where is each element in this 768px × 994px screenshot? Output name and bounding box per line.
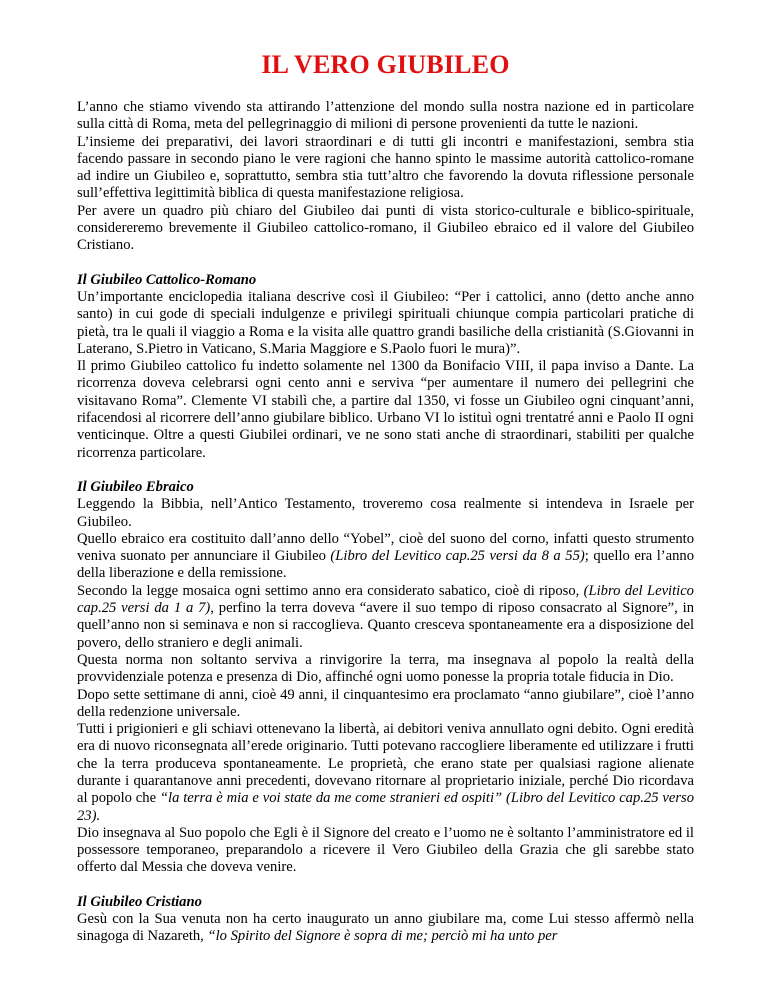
paragraph: Dopo sette settimane di anni, cioè 49 anni, il cinquantesimo era proclamato “anno giubilare”, cioè l’anno della redenzione universale. bbox=[77, 686, 694, 720]
text-run: ; quello era l’anno della liberazione e della remissione. bbox=[77, 548, 695, 582]
section-giubileo-ebraico bbox=[77, 479, 694, 877]
intro-paragraph: L’insieme dei preparativi, dei lavori straordinari e di tutti gli incontri e manifestazioni, sembra stia facendo passare in secondo piano le vere ragioni che hanno spinto le massime autorità cattolico-romane ad indire un Giubileo e, soprattutto, sembra stia tutt’altro che favorendo la dovuta riflessione personale sull’effettiva legittimità biblica di questa manifestazione religiosa. bbox=[77, 133, 694, 202]
intro-paragraph: Per avere un quadro più chiaro del Giubileo dai punti di vista storico-culturale e biblico-spirituale, considereremo brevemente il Giubileo cattolico-romano, il Giubileo ebraico ed il valore del Giubileo Cristiano. bbox=[77, 202, 694, 254]
bible-reference: (Libro del Levitico cap.25 versi da 1 a 7) bbox=[77, 582, 694, 617]
paragraph: Leggendo la Bibbia, nell’Antico Testamento, troveremo cosa realmente si intendeva in Israele per Giubileo. bbox=[77, 496, 694, 530]
section-giubileo-cattolico bbox=[77, 272, 694, 462]
document-page bbox=[77, 50, 694, 946]
paragraph: Questa norma non soltanto serviva a rinvigorire la terra, ma insegnava al popolo la realtà della provvidenziale potenza e presenza di Dio, affinché ogni uomo ponesse la propria totale fiducia in Dio. bbox=[77, 651, 694, 686]
paragraph: Dio insegnava al Suo popolo che Egli è il Signore del creato e l’uomo ne è soltanto l’amministratore ed il possessore temporaneo, preparandolo a ricevere il Vero Giubileo della Grazia che gli sarebbe stato offerto dal Messia che doveva venire. bbox=[77, 824, 694, 876]
intro-section bbox=[77, 99, 694, 255]
text-run: Quello ebraico era costituito dall’anno dello “Yobel”, cioè del suono del corno, infatti questo strumento veniva suonato per annunciare il Giubileo bbox=[77, 530, 694, 565]
text-run: , perfino la terra doveva “avere il suo tempo di riposo consacrato al Signore”, in quell’anno non si seminava e non si raccoglieva. Quanto cresceva spontaneamente era a disposizione del povero, dello straniero e degli animali. bbox=[77, 600, 694, 651]
section-title: Il Giubileo Ebraico bbox=[77, 478, 194, 495]
section-title: Il Giubileo Cattolico-Romano bbox=[77, 271, 257, 288]
section-title: Il Giubileo Cristiano bbox=[77, 893, 202, 910]
text-run: Tutti i prigionieri e gli schiavi ottenevano la libertà, ai debitori veniva annullato ogni debito. Ogni eredità era di nuovo riconsegnata all’erede originario. Tutti potevano raccogliere liberamente ed utilizzare i frutti che la terra produceva spontaneamente. Le proprietà, che erano state per qualsiasi ragione alienate durante i quarantanove anni precedenti, dovevano ritornare al proprietario iniziale, perché Dio ricordava al popolo che bbox=[77, 721, 694, 807]
paragraph bbox=[77, 531, 694, 583]
paragraph bbox=[77, 911, 694, 946]
bible-quote: “lo Spirito del Signore è sopra di me; perciò mi ha unto per bbox=[207, 928, 558, 945]
document-title: IL VERO GIUBILEO bbox=[261, 50, 510, 79]
paragraph: Il primo Giubileo cattolico fu indetto solamente nel 1300 da Bonifacio VIII, il papa inviso a Dante. La ricorrenza doveva celebrarsi ogni cento anni e serviva “per aumentare il numero dei pellegrini che visitavano Roma”. Clemente VI stabilì che, a partire dal 1350, vi fosse un Giubileo ogni cinquant’anni, rifacendosi al ricorrere dell’anno giubilare biblico. Urbano VI lo istituì ogni trentatré anni e Paolo II ogni venticinque. Oltre a questi Giubilei ordinari, ve ne sono stati anche di straordinari, stabiliti per qualche ricorrenza particolare. bbox=[77, 358, 694, 461]
bible-quote: “la terra è mia e voi state da me come stranieri ed ospiti” (Libro del Levitico cap.25 verso 23). bbox=[77, 790, 694, 824]
text-run: Gesù con la Sua venuta non ha certo inaugurato un anno giubilare ma, come Lui stesso affermò nella sinagoga di Nazareth, bbox=[77, 911, 694, 945]
section-giubileo-cristiano bbox=[77, 894, 694, 946]
text-run: Secondo la legge mosaica ogni settimo anno era considerato sabatico, cioè di riposo, bbox=[77, 582, 584, 599]
intro-paragraph: L’anno che stiamo vivendo sta attirando l’attenzione del mondo sulla nostra nazione ed in particolare sulla città di Roma, meta del pellegrinaggio di milioni di persone provenienti da tutte le nazioni. bbox=[77, 99, 694, 133]
paragraph: Un’importante enciclopedia italiana descrive così il Giubileo: “Per i cattolici, anno (detto anche anno santo) in cui gode di speciali indulgenze e privilegi spirituali chiunque compia particolari pratiche di pietà, tra le quali il viaggio a Roma e la visita alle quattro grandi basiliche della cristianità (S.Giovanni in Laterano, S.Pietro in Vaticano, S.Maria Maggiore e S.Paolo fuori le mura)”. bbox=[77, 288, 694, 357]
bible-reference: (Libro del Levitico cap.25 versi da 8 a 55) bbox=[330, 548, 585, 565]
paragraph bbox=[77, 721, 694, 825]
paragraph bbox=[77, 583, 694, 652]
